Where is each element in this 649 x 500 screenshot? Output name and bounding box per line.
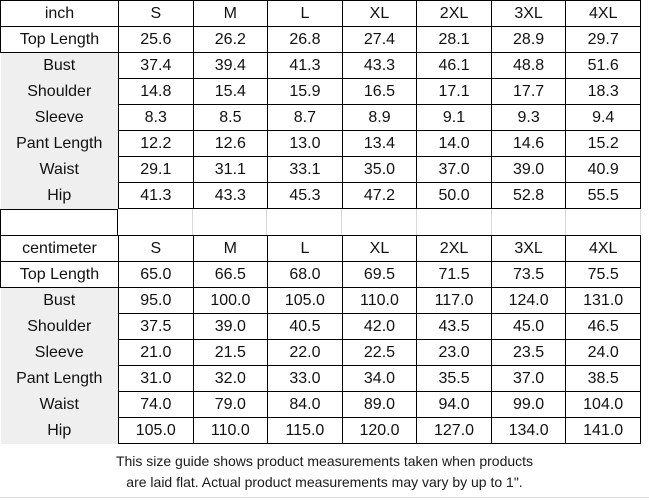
bottom-gridline bbox=[0, 497, 649, 498]
measurement-label: Pant Length bbox=[1, 366, 119, 392]
measurement-label: Top Length bbox=[1, 27, 119, 53]
measurement-value: 48.8 bbox=[491, 53, 566, 79]
measurement-value: 22.5 bbox=[342, 340, 417, 366]
measurement-value: 33.1 bbox=[268, 157, 343, 183]
measurement-value: 26.8 bbox=[268, 27, 343, 53]
measurement-value: 65.0 bbox=[119, 262, 194, 288]
measurement-value: 28.9 bbox=[491, 27, 566, 53]
measurement-value: 89.0 bbox=[342, 392, 417, 418]
size-table-centimeter bbox=[0, 235, 641, 444]
measurement-value: 120.0 bbox=[342, 418, 417, 444]
measurement-value: 66.5 bbox=[193, 262, 268, 288]
table-row bbox=[1, 392, 641, 418]
table-row bbox=[1, 157, 641, 183]
measurement-value: 32.0 bbox=[193, 366, 268, 392]
size-header: S bbox=[119, 1, 194, 27]
size-header: L bbox=[268, 236, 343, 262]
measurement-value: 33.0 bbox=[268, 366, 343, 392]
measurement-value: 8.9 bbox=[342, 105, 417, 131]
measurement-value: 94.0 bbox=[417, 392, 492, 418]
measurement-value: 41.3 bbox=[119, 183, 194, 209]
measurement-value: 110.0 bbox=[193, 418, 268, 444]
table-row bbox=[1, 105, 641, 131]
table-row bbox=[1, 340, 641, 366]
measurement-value: 95.0 bbox=[119, 288, 194, 314]
table-row bbox=[1, 314, 641, 340]
measurement-value: 28.1 bbox=[417, 27, 492, 53]
measurement-label: Hip bbox=[1, 418, 119, 444]
measurement-value: 47.2 bbox=[342, 183, 417, 209]
measurement-value: 8.5 bbox=[193, 105, 268, 131]
measurement-value: 43.3 bbox=[342, 53, 417, 79]
measurement-value: 39.0 bbox=[193, 314, 268, 340]
measurement-value: 79.0 bbox=[193, 392, 268, 418]
measurement-value: 15.2 bbox=[566, 131, 641, 157]
measurement-value: 45.3 bbox=[268, 183, 343, 209]
measurement-value: 38.5 bbox=[566, 366, 641, 392]
measurement-value: 29.7 bbox=[566, 27, 641, 53]
measurement-value: 9.3 bbox=[491, 105, 566, 131]
measurement-value: 71.5 bbox=[417, 262, 492, 288]
table-row bbox=[1, 27, 641, 53]
measurement-value: 46.1 bbox=[417, 53, 492, 79]
measurement-value: 104.0 bbox=[566, 392, 641, 418]
measurement-value: 127.0 bbox=[417, 418, 492, 444]
size-table-inch bbox=[0, 0, 641, 209]
measurement-value: 37.5 bbox=[119, 314, 194, 340]
measurement-label: Sleeve bbox=[1, 105, 119, 131]
measurement-value: 8.3 bbox=[119, 105, 194, 131]
measurement-value: 115.0 bbox=[268, 418, 343, 444]
measurement-value: 13.0 bbox=[268, 131, 343, 157]
size-header: 2XL bbox=[417, 236, 492, 262]
measurement-value: 50.0 bbox=[417, 183, 492, 209]
measurement-value: 14.6 bbox=[491, 131, 566, 157]
measurement-value: 35.5 bbox=[417, 366, 492, 392]
measurement-value: 21.5 bbox=[193, 340, 268, 366]
measurement-value: 9.4 bbox=[566, 105, 641, 131]
table-row bbox=[1, 53, 641, 79]
size-header: S bbox=[119, 236, 194, 262]
measurement-value: 27.4 bbox=[342, 27, 417, 53]
measurement-value: 12.6 bbox=[193, 131, 268, 157]
measurement-value: 16.5 bbox=[342, 79, 417, 105]
size-header: 4XL bbox=[566, 236, 641, 262]
measurement-value: 40.9 bbox=[566, 157, 641, 183]
measurement-value: 43.3 bbox=[193, 183, 268, 209]
measurement-value: 9.1 bbox=[417, 105, 492, 131]
table-row bbox=[1, 79, 641, 105]
measurement-value: 99.0 bbox=[491, 392, 566, 418]
measurement-value: 52.8 bbox=[491, 183, 566, 209]
measurement-value: 68.0 bbox=[268, 262, 343, 288]
size-header: M bbox=[193, 1, 268, 27]
measurement-value: 110.0 bbox=[342, 288, 417, 314]
size-header: L bbox=[268, 1, 343, 27]
measurement-value: 13.4 bbox=[342, 131, 417, 157]
measurement-value: 69.5 bbox=[342, 262, 417, 288]
measurement-value: 31.1 bbox=[193, 157, 268, 183]
measurement-value: 23.5 bbox=[491, 340, 566, 366]
table-row bbox=[1, 183, 641, 209]
measurement-value: 41.3 bbox=[268, 53, 343, 79]
measurement-label: Bust bbox=[1, 53, 119, 79]
measurement-label: Waist bbox=[1, 157, 119, 183]
measurement-label: Shoulder bbox=[1, 79, 119, 105]
size-header: XL bbox=[342, 1, 417, 27]
measurement-value: 35.0 bbox=[342, 157, 417, 183]
measurement-value: 14.0 bbox=[417, 131, 492, 157]
table-row bbox=[1, 366, 641, 392]
measurement-value: 34.0 bbox=[342, 366, 417, 392]
measurement-value: 105.0 bbox=[119, 418, 194, 444]
measurement-value: 29.1 bbox=[119, 157, 194, 183]
measurement-value: 8.7 bbox=[268, 105, 343, 131]
measurement-value: 22.0 bbox=[268, 340, 343, 366]
measurement-value: 42.0 bbox=[342, 314, 417, 340]
measurement-value: 39.4 bbox=[193, 53, 268, 79]
measurement-label: Pant Length bbox=[1, 131, 119, 157]
size-header: XL bbox=[342, 236, 417, 262]
measurement-value: 39.0 bbox=[491, 157, 566, 183]
measurement-value: 26.2 bbox=[193, 27, 268, 53]
unit-label: centimeter bbox=[1, 236, 119, 262]
measurement-value: 40.5 bbox=[268, 314, 343, 340]
size-guide-note bbox=[0, 445, 649, 499]
size-header: 3XL bbox=[491, 1, 566, 27]
measurement-label: Hip bbox=[1, 183, 119, 209]
measurement-value: 21.0 bbox=[119, 340, 194, 366]
measurement-label: Waist bbox=[1, 392, 119, 418]
measurement-value: 15.9 bbox=[268, 79, 343, 105]
table-row bbox=[1, 288, 641, 314]
measurement-value: 134.0 bbox=[491, 418, 566, 444]
separator-label-cell bbox=[0, 209, 118, 235]
measurement-value: 24.0 bbox=[566, 340, 641, 366]
measurement-value: 74.0 bbox=[119, 392, 194, 418]
measurement-value: 17.1 bbox=[417, 79, 492, 105]
measurement-value: 51.6 bbox=[566, 53, 641, 79]
table-row bbox=[1, 418, 641, 444]
measurement-value: 45.0 bbox=[491, 314, 566, 340]
measurement-value: 46.5 bbox=[566, 314, 641, 340]
size-header: 2XL bbox=[417, 1, 492, 27]
measurement-label: Shoulder bbox=[1, 314, 119, 340]
measurement-label: Top Length bbox=[1, 262, 119, 288]
measurement-value: 12.2 bbox=[119, 131, 194, 157]
measurement-value: 43.5 bbox=[417, 314, 492, 340]
measurement-value: 37.0 bbox=[491, 366, 566, 392]
measurement-value: 17.7 bbox=[491, 79, 566, 105]
measurement-value: 124.0 bbox=[491, 288, 566, 314]
table-row bbox=[1, 131, 641, 157]
measurement-value: 117.0 bbox=[417, 288, 492, 314]
measurement-value: 141.0 bbox=[566, 418, 641, 444]
measurement-value: 15.4 bbox=[193, 79, 268, 105]
size-header: 4XL bbox=[566, 1, 641, 27]
table-separator bbox=[0, 209, 641, 235]
table-row bbox=[1, 262, 641, 288]
measurement-value: 73.5 bbox=[491, 262, 566, 288]
measurement-value: 23.0 bbox=[417, 340, 492, 366]
measurement-value: 18.3 bbox=[566, 79, 641, 105]
measurement-value: 31.0 bbox=[119, 366, 194, 392]
size-header: M bbox=[193, 236, 268, 262]
unit-label: inch bbox=[1, 1, 119, 27]
note-line-2: are laid flat. Actual product measurements may vary by up to 1". bbox=[126, 474, 523, 490]
measurement-label: Bust bbox=[1, 288, 119, 314]
measurement-label: Sleeve bbox=[1, 340, 119, 366]
measurement-value: 37.0 bbox=[417, 157, 492, 183]
measurement-value: 105.0 bbox=[268, 288, 343, 314]
note-line-1: This size guide shows product measurements taken when products bbox=[115, 453, 534, 469]
measurement-value: 25.6 bbox=[119, 27, 194, 53]
size-header: 3XL bbox=[491, 236, 566, 262]
measurement-value: 37.4 bbox=[119, 53, 194, 79]
measurement-value: 55.5 bbox=[566, 183, 641, 209]
measurement-value: 75.5 bbox=[566, 262, 641, 288]
measurement-value: 84.0 bbox=[268, 392, 343, 418]
measurement-value: 100.0 bbox=[193, 288, 268, 314]
measurement-value: 14.8 bbox=[119, 79, 194, 105]
measurement-value: 131.0 bbox=[566, 288, 641, 314]
